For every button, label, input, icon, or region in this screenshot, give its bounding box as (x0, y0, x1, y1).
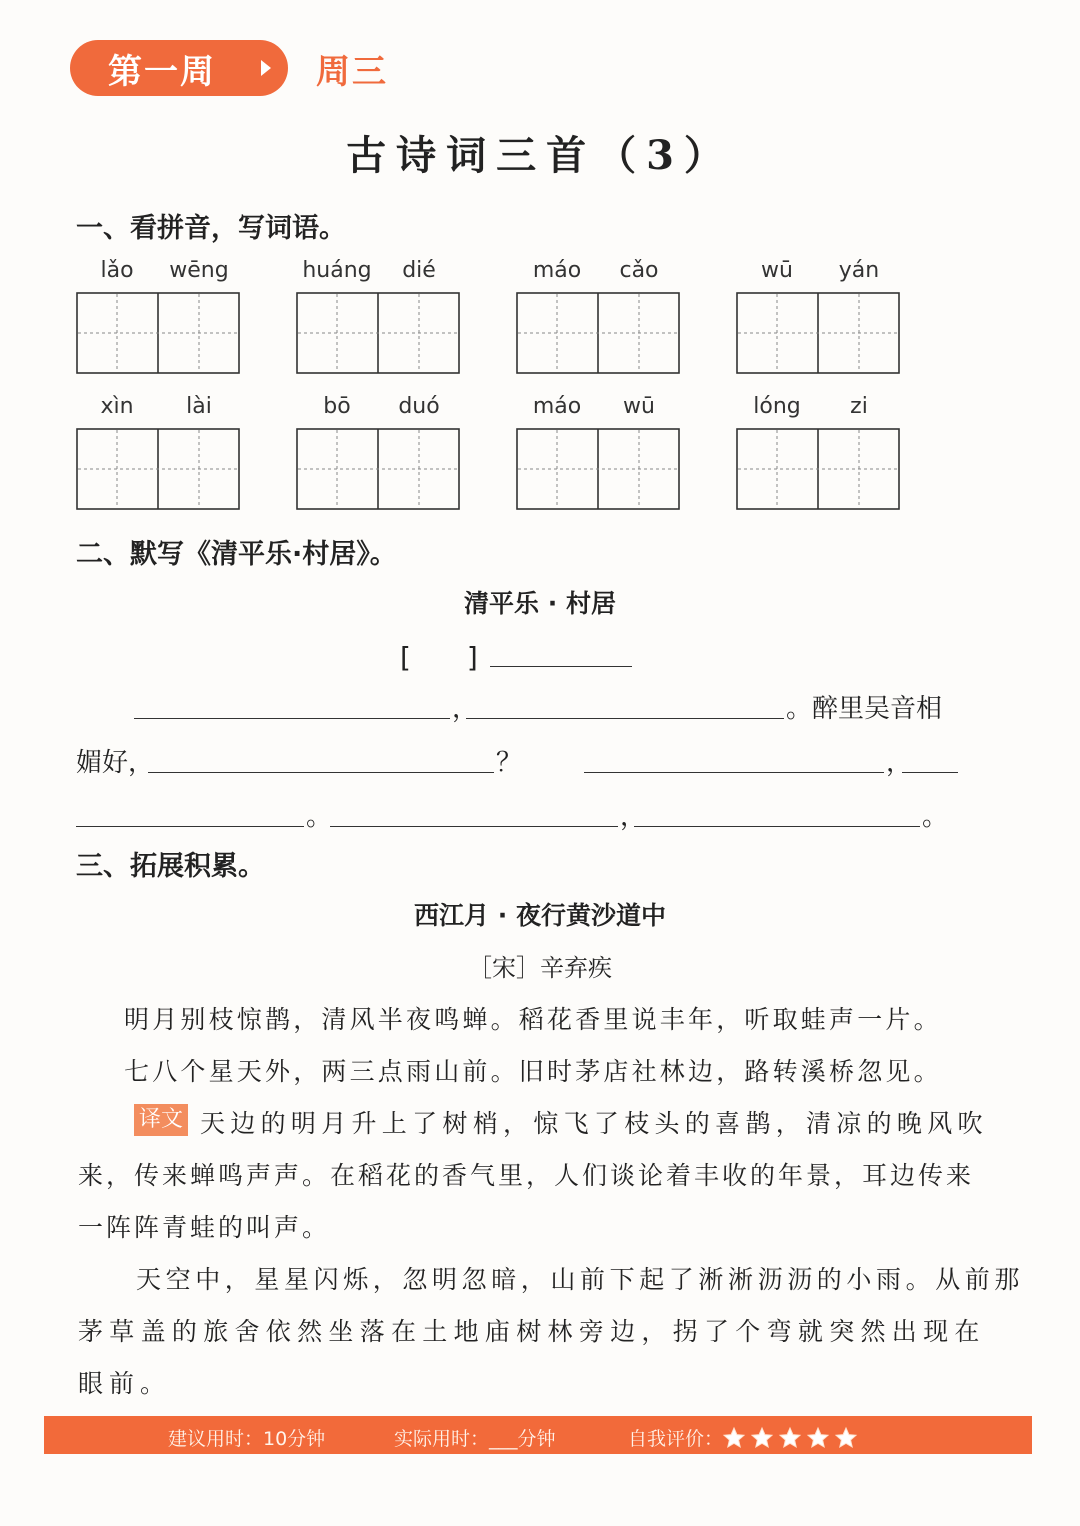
writing-grid[interactable] (516, 428, 680, 510)
section1-heading: 一、看拼音，写词语。 (76, 213, 346, 244)
star-icon[interactable] (806, 1426, 830, 1450)
pinyin-label: duó (398, 394, 440, 419)
pinyin-label: xìn (100, 394, 134, 419)
author-blank[interactable] (490, 666, 632, 667)
day-label: 周三 (316, 52, 388, 92)
poem2-line: 七八个星天外，两三点雨山前。旧时茅店社林边，路转溪桥忽见。 (124, 1057, 942, 1086)
suggested-time: 建议用时：10分钟 (168, 1428, 326, 1450)
translation-line: 茅草盖的旅舍依然坐落在土地庙树林旁边，拐了个弯就突然出现在 (78, 1317, 986, 1346)
section3-heading: 三、拓展积累。 (76, 851, 265, 882)
week-label: 第一周 (108, 52, 216, 92)
answer-blank-3[interactable] (148, 772, 494, 773)
punct-period-2: 。 (922, 802, 949, 832)
pinyin-label: lóng (753, 394, 801, 419)
self-evaluation-label: 自我评价： (628, 1428, 724, 1450)
punct-period-1: 。 (306, 802, 333, 832)
writing-grid[interactable] (296, 292, 460, 374)
punct-comma-2: ， (886, 748, 913, 778)
answer-blank-4[interactable] (584, 772, 884, 773)
answer-blank-6[interactable] (76, 826, 304, 827)
translation-badge: 译文 (134, 1104, 188, 1136)
pinyin-label: lài (186, 394, 212, 419)
actual-time[interactable]: 实际用时：___分钟 (394, 1428, 556, 1450)
pinyin-label: cǎo (619, 258, 659, 283)
pinyin-label: wū (623, 394, 655, 419)
line1-end-text: 。醉里吴音相 (786, 694, 943, 724)
answer-blank-5[interactable] (902, 772, 958, 773)
pinyin-label: máo (532, 258, 582, 283)
pinyin-label: wū (761, 258, 793, 283)
writing-grid[interactable] (76, 292, 240, 374)
author-bracket: [ ] (400, 641, 478, 674)
pinyin-label: wēng (169, 258, 229, 283)
answer-blank-1[interactable] (134, 718, 450, 719)
pinyin-label: yán (838, 258, 880, 283)
poem2-line: 明月别枝惊鹊，清风半夜鸣蝉。稻花香里说丰年，听取蛙声一片。 (124, 1005, 942, 1034)
translation-line: 眼前。 (78, 1369, 172, 1398)
punct-comma-1: ， (452, 694, 479, 724)
writing-grid[interactable] (736, 428, 900, 510)
arrow-right-icon (261, 60, 271, 76)
translation-line: 天边的明月升上了树梢，惊飞了枝头的喜鹊，清凉的晚风吹 (200, 1109, 988, 1138)
poem1-title: 清平乐 · 村居 (464, 589, 616, 618)
star-icon[interactable] (750, 1426, 774, 1450)
section2-heading: 二、默写《清平乐·村居》。 (76, 539, 397, 570)
punct-question: ？ (496, 748, 523, 778)
star-icon[interactable] (778, 1426, 802, 1450)
answer-blank-2[interactable] (466, 718, 784, 719)
answer-blank-7[interactable] (330, 826, 618, 827)
answer-blank-8[interactable] (634, 826, 920, 827)
writing-grid[interactable] (516, 292, 680, 374)
pinyin-label: máo (532, 394, 582, 419)
line2-start-text: 媚好， (76, 748, 155, 778)
pinyin-label: lǎo (100, 258, 134, 283)
punct-comma-3: ， (620, 802, 647, 832)
pinyin-label: huáng (302, 258, 372, 283)
star-icon[interactable] (722, 1426, 746, 1450)
writing-grid[interactable] (296, 428, 460, 510)
translation-line: 天空中，星星闪烁，忽明忽暗，山前下起了淅淅沥沥的小雨。从前那 (136, 1265, 1025, 1294)
poem2-title: 西江月 · 夜行黄沙道中 (414, 901, 666, 930)
star-icon[interactable] (834, 1426, 858, 1450)
pinyin-label: zi (850, 394, 868, 419)
translation-line: 来，传来蝉鸣声声。在稻花的香气里，人们谈论着丰收的年景，耳边传来 (78, 1161, 975, 1190)
pinyin-label: dié (402, 258, 436, 283)
pinyin-label: bō (323, 394, 351, 419)
page-title: 古诗词三首（3） (346, 132, 734, 179)
translation-line: 一阵阵青蛙的叫声。 (78, 1213, 331, 1242)
writing-grid[interactable] (76, 428, 240, 510)
writing-grid[interactable] (736, 292, 900, 374)
poem2-author: ［宋］辛弃疾 (468, 954, 612, 982)
